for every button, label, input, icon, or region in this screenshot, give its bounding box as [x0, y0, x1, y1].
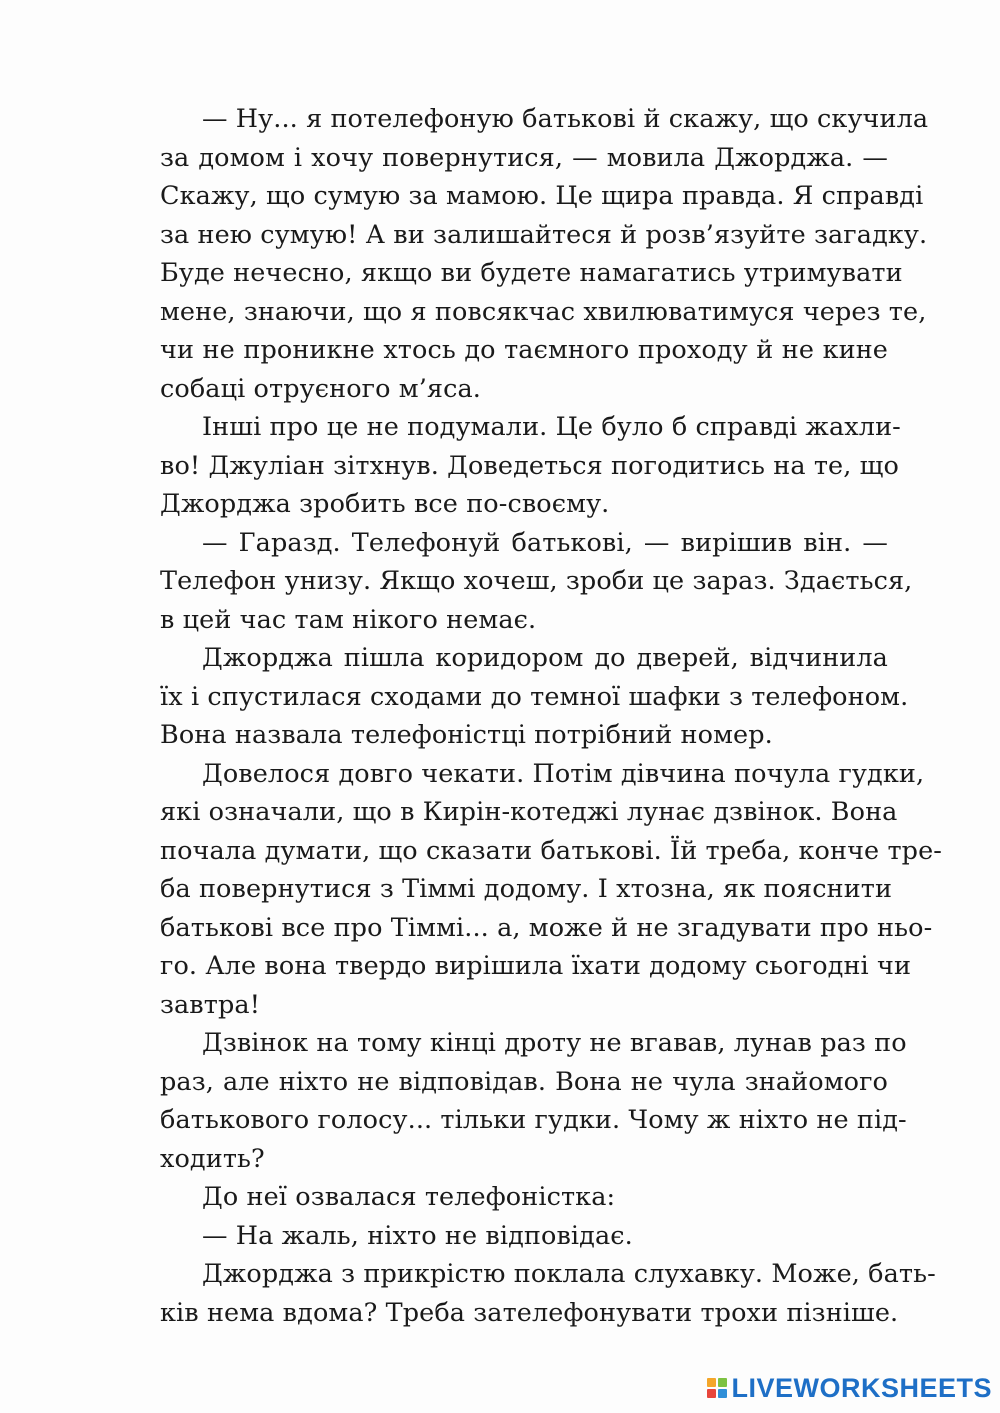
- text-line: почала думати, що сказати батькові. Їй треба, конче тре-: [160, 835, 942, 866]
- text-line: в цей час там нікого немає.: [160, 604, 537, 635]
- text-line: — Гаразд. Телефонуй батькові, — вирішив він. —: [202, 527, 888, 558]
- text-line: батькового голосу... тільки гудки. Чому ж ніхто не під-: [160, 1105, 907, 1135]
- logo-square-1: [707, 1378, 716, 1387]
- text-line: ходить?: [160, 1143, 265, 1174]
- text-line: батькові все про Тіммі... а, може й не згадувати про ньо-: [160, 912, 933, 943]
- text-line: Джорджа зробить все по-своєму.: [160, 489, 610, 519]
- text-line: — На жаль, ніхто не відповідає.: [202, 1220, 633, 1251]
- logo-square-3: [707, 1389, 716, 1398]
- text-line: мене, знаючи, що я повсякчас хвилюватимуся через те,: [160, 296, 927, 327]
- text-line: Дзвінок на тому кінці дроту не вгавав, лунав раз по: [202, 1028, 907, 1058]
- liveworksheets-watermark: [707, 1373, 992, 1403]
- liveworksheets-logo-icon: [707, 1378, 727, 1398]
- text-line: во! Джуліан зітхнув. Доведеться погодитись на те, що: [160, 450, 899, 481]
- text-line: які означали, що в Кирін-котеджі лунає дзвінок. Вона: [160, 797, 898, 827]
- text-line: Інші про це не подумали. Це було б справді жахли-: [202, 412, 901, 442]
- text-line: Довелося довго чекати. Потім дівчина почула гудки,: [202, 758, 925, 789]
- text-line: Скажу, що сумую за мамою. Це щира правда. Я справді: [160, 181, 924, 211]
- text-line: ків нема вдома? Треба зателефонувати трохи пізніше.: [160, 1297, 899, 1328]
- logo-square-4: [718, 1389, 727, 1398]
- text-line: Джорджа пішла коридором до дверей, відчинила: [202, 643, 888, 673]
- text-line: раз, але ніхто не відповідав. Вона не чула знайомого: [160, 1066, 888, 1097]
- text-line: за домом і хочу повернутися, — мовила Джорджа. —: [160, 142, 888, 173]
- text-line: за нею сумую! А ви залишайтеся й розв’язуйте загадку.: [160, 219, 928, 250]
- text-line: чи не проникне хтось до таємного проходу й не кине: [160, 335, 888, 365]
- text-line: го. Але вона твердо вирішила їхати додому сьогодні чи: [160, 951, 912, 981]
- text-line: Телефон унизу. Якщо хочеш, зроби це зараз. Здається,: [160, 566, 913, 596]
- text-line: завтра!: [160, 989, 261, 1020]
- text-line: їх і спустилася сходами до темної шафки з телефоном.: [160, 681, 909, 712]
- watermark-text: LIVEWORKSHEETS: [731, 1372, 992, 1403]
- text-line: ба повернутися з Тіммі додому. І хтозна, як пояснити: [160, 874, 893, 904]
- text-line: — Ну... я потелефоную батькові й скажу, що скучила: [202, 104, 929, 134]
- text-line: До неї озвалася телефоністка:: [202, 1182, 616, 1212]
- logo-square-2: [718, 1378, 727, 1387]
- text-line: Буде нечесно, якщо ви будете намагатись утримувати: [160, 258, 903, 288]
- text-line: собаці отруєного м’яса.: [160, 373, 481, 404]
- page-text: [160, 100, 942, 1332]
- text-line: Джорджа з прикрістю поклала слухавку. Може, бать-: [202, 1259, 936, 1289]
- text-line: Вона назвала телефоністці потрібний номер.: [160, 720, 773, 750]
